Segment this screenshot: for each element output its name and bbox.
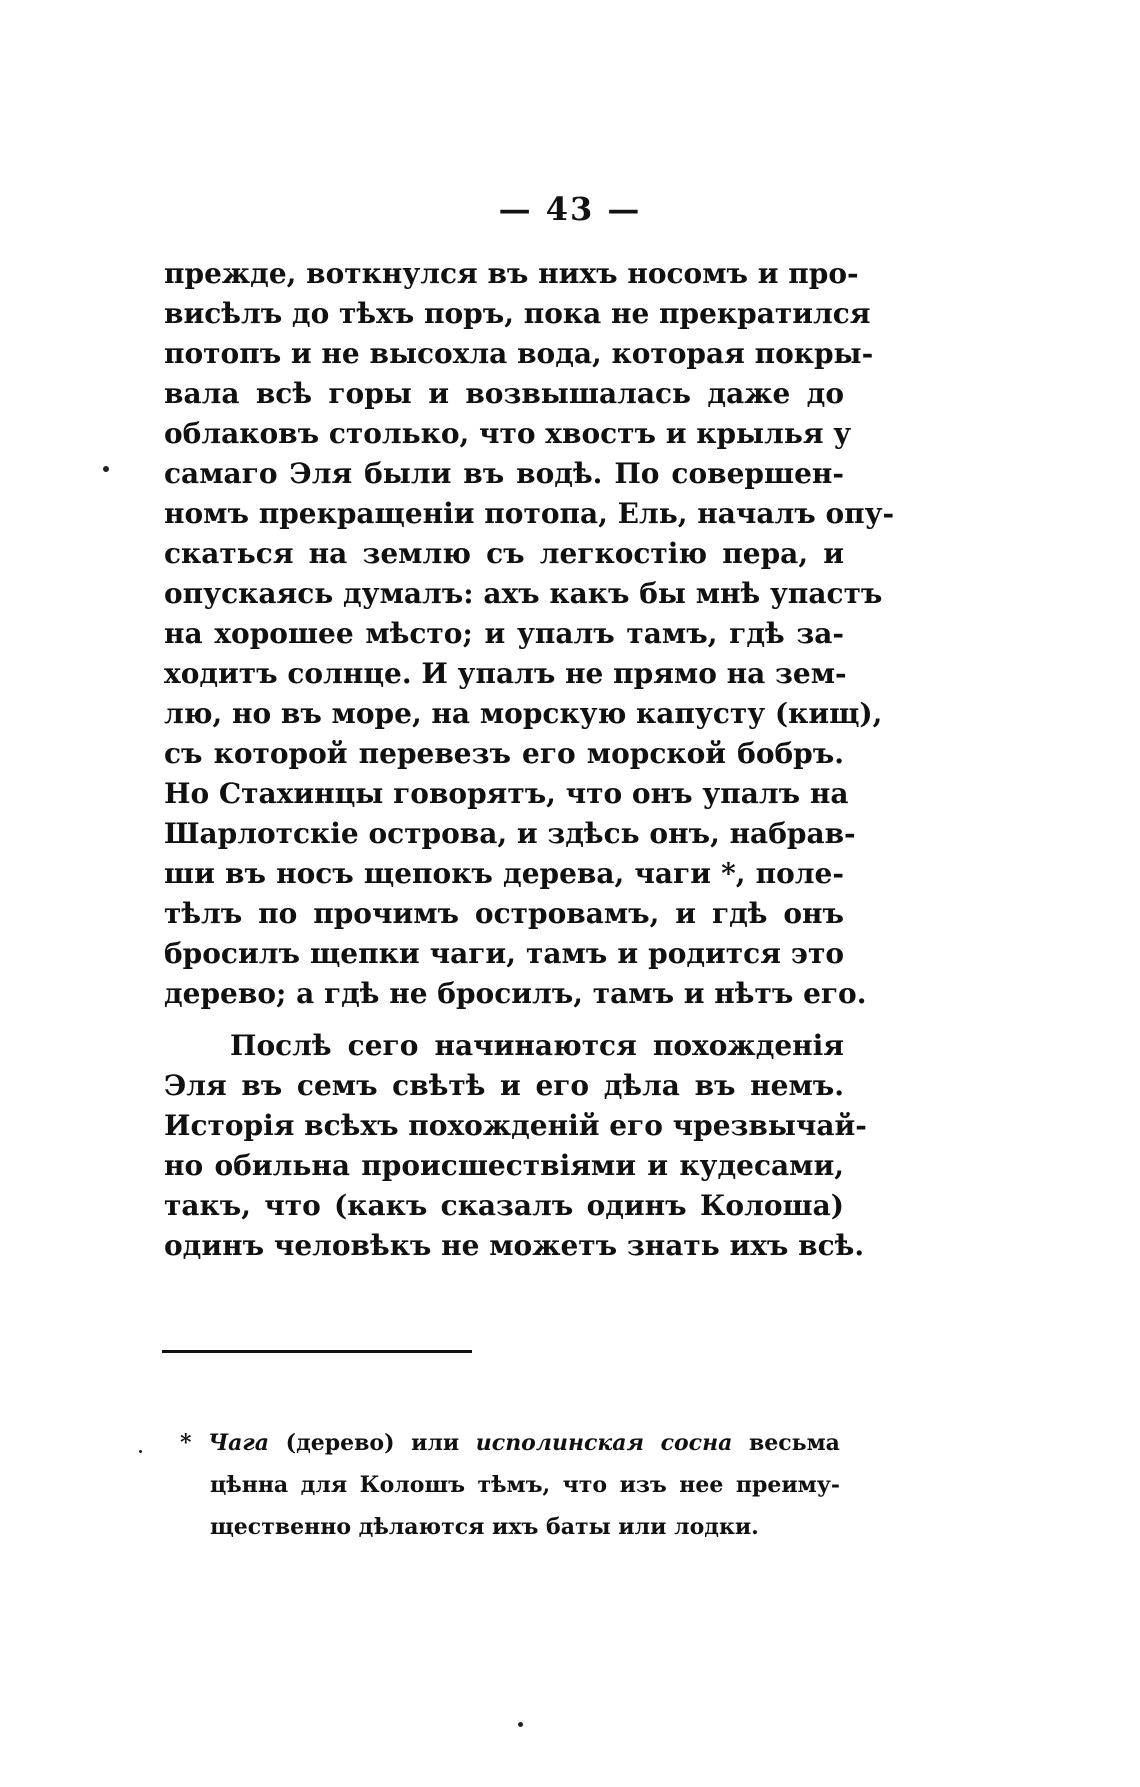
text-line: но обильна происшествіями и кудесами, [164, 1149, 844, 1182]
text-line: потопъ и не высохла вода, которая покры- [164, 337, 874, 370]
text-line: съ которой перевезъ его морской бобръ. [164, 737, 844, 770]
footnote-line: цѣнна для Колошъ тѣмъ, что изъ нее преиму- [210, 1472, 840, 1498]
footnote-marker: * [180, 1430, 192, 1456]
text-line: вала всѣ горы и возвышалась даже до [164, 377, 844, 410]
text-line: прежде, воткнулся въ нихъ носомъ и про- [164, 257, 859, 290]
text-line: ходитъ солнце. И упалъ не прямо на зем- [164, 657, 847, 690]
text-line: ши въ носъ щепокъ дерева, чаги *, поле- [164, 857, 844, 890]
text-line: опускаясь думалъ: ахъ какъ бы мнѣ упастъ [164, 577, 883, 610]
paragraph-2 [164, 1026, 867, 1266]
text-line: облаковъ столько, что хвостъ и крылья у [164, 417, 852, 450]
text-line: Шарлотскіе острова, и здѣсь онъ, набрав- [164, 817, 856, 850]
text-line: тѣлъ по прочимъ островамъ, и гдѣ онъ [164, 897, 844, 930]
text-line: одинъ человѣкъ не можетъ знать ихъ всѣ. [164, 1229, 865, 1262]
text-line: Но Стахинцы говорятъ, что онъ упалъ на [164, 777, 849, 810]
text-line: висѣлъ до тѣхъ поръ, пока не прекратился [164, 297, 871, 330]
footnote-divider [162, 1350, 472, 1353]
main-text [164, 254, 895, 1266]
footnote-term-2: исполинская сосна [475, 1430, 733, 1456]
text-line: такъ, что (какъ сказалъ одинъ Колоша) [164, 1189, 844, 1222]
text-line: Послѣ сего начинаются похожденія [230, 1029, 844, 1062]
scan-speck [103, 466, 109, 472]
footnote-line [180, 1422, 840, 1464]
footnote-rest: весьма [748, 1430, 840, 1456]
footnote-conj: или [411, 1430, 460, 1456]
footnote-term: Чага [208, 1430, 270, 1456]
text-line: самаго Эля были въ водѣ. По совершен- [164, 457, 844, 490]
text-line: скаться на землю съ легкостію пера, и [164, 537, 844, 570]
footnote-line: щественно дѣлаются ихъ баты или лодки. [210, 1514, 759, 1540]
text-line: бросилъ щепки чаги, тамъ и родится это [164, 937, 844, 970]
footnote [180, 1422, 840, 1548]
scan-speck [139, 1450, 142, 1453]
text-line: на хорошее мѣсто; и упалъ тамъ, гдѣ за- [164, 617, 844, 650]
scan-speck [518, 1722, 523, 1727]
paragraph-1 [164, 254, 895, 1014]
text-line: номъ прекращеніи потопа, Ель, началъ опу- [164, 497, 895, 530]
text-line: Исторія всѣхъ похожденій его чрезвычай- [164, 1109, 867, 1142]
text-line: Эля въ семъ свѣтѣ и его дѣла въ немъ. [164, 1069, 844, 1102]
text-line: лю, но въ море, на морскую капусту (кищ), [164, 697, 883, 730]
page-number: — 43 — [498, 190, 642, 228]
text-line: дерево; а гдѣ не бросилъ, тамъ и нѣтъ его. [164, 977, 867, 1010]
footnote-paren: (дерево) [285, 1430, 395, 1456]
